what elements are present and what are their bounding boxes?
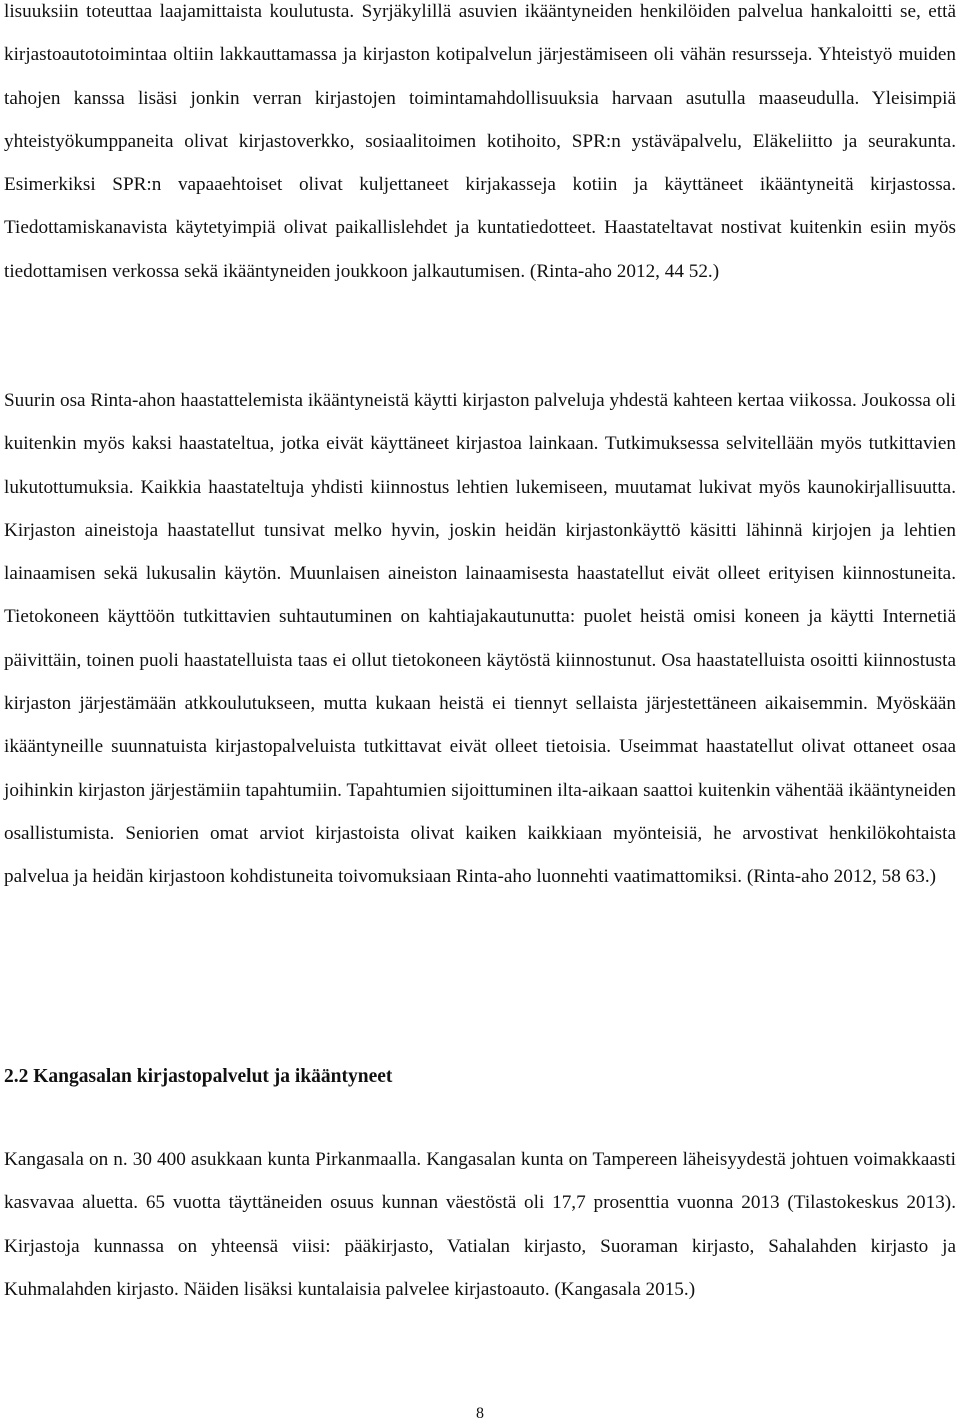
section-heading: 2.2 Kangasalan kirjastopalvelut ja ikääntyneet <box>4 1066 393 1087</box>
body-paragraph: lisuuksiin toteuttaa laajamittaista koulutusta. Syrjäkylillä asuvien ikääntyneiden henkilöiden palvelua hankaloitti se, että kirjastoautotoimintaa oltiin lakkauttamassa ja kirjaston kotipalvelun järjestämiseen oli vähän resursseja. Yhteistyö muiden tahojen kanssa lisäsi jonkin verran kirjastojen toimintamahdollisuuksia harvaan asutulla maaseudulla. Yleisimpiä yhteistyökumppaneita olivat kirjastoverkko, sosiaalitoimen kotihoito, SPR:n ystäväpalvelu, Eläkeliitto ja seurakunta. Esimerkiksi SPR:n vapaaehtoiset olivat kuljettaneet kirjakasseja kotiin ja käyttäneet ikääntyneitä kirjastossa. Tiedottamiskanavista käytetyimpiä olivat paikallislehdet ja kuntatiedotteet. Haastateltavat nostivat kuitenkin esiin myös tiedottamisen verkossa sekä ikääntyneiden joukkoon jalkautumisen. (Rinta-aho 2012, 44 52.) <box>4 1 956 282</box>
page-number: 8 <box>476 1405 484 1422</box>
body-paragraph: Suurin osa Rinta-ahon haastattelemista ikääntyneistä käytti kirjaston palveluja yhdestä kahteen kertaa viikossa. Joukossa oli kuitenkin myös kaksi haastateltua, jotka eivät käyttäneet kirjastoa lainkaan. Tutkimuksessa selvitellään myös tutkittavien lukutottumuksia. Kaikkia haastateltuja yhdisti kiinnostus lehtien lukemiseen, muutamat lukivat myös kaunokirjallisuutta. Kirjaston aineistoja haastatellut tunsivat melko hyvin, joskin heidän kirjastonkäyttö käsitti lähinnä kirjojen ja lehtien lainaamisen sekä lukusalin käytön. Muunlaisen aineiston lainaamisesta haastatellut eivät olleet erityisen kiinnostuneita. Tietokoneen käyttöön tutkittavien suhtautuminen on kahtiajakautunutta: puolet heistä omisi koneen ja käytti Internetiä päivittäin, toinen puoli haastatelluista taas ei ollut tietokoneen käytöstä kiinnostunut. Osa haastatelluista osoitti kiinnostusta kirjaston järjestämään atkkoulutukseen, mutta kukaan heistä ei tiennyt sellaista järjestettäneen aikaisemmin. Myöskään ikääntyneille suunnatuista kirjastopalveluista tutkittavat eivät olleet tietoisia. Useimmat haastatellut olivat ottaneet osaa joihinkin kirjaston järjestämiin tapahtumiin. Tapahtumien sijoittuminen ilta-aikaan saattoi kuitenkin vähentää ikääntyneiden osallistumista. Seniorien omat arviot kirjastoista olivat kaiken kaikkiaan myönteisiä, he arvostivat henkilökohtaista palvelua ja heidän kirjastoon kohdistuneita toivomuksiaan Rinta-aho luonnehti vaatimattomiksi. (Rinta-aho 2012, 58 63.) <box>4 390 956 888</box>
body-paragraph: Kangasala on n. 30 400 asukkaan kunta Pirkanmaalla. Kangasalan kunta on Tampereen läheisyydestä johtuen voimakkaasti kasvavaa aluetta. 65 vuotta täyttäneiden osuus kunnan väestöstä oli 17,7 prosenttia vuonna 2013 (Tilastokeskus 2013). Kirjastoja kunnassa on yhteensä viisi: pääkirjasto, Vatialan kirjasto, Suoraman kirjasto, Sahalahden kirjasto ja Kuhmalahden kirjasto. Näiden lisäksi kuntalaisia palvelee kirjastoauto. (Kangasala 2015.) <box>4 1149 956 1300</box>
